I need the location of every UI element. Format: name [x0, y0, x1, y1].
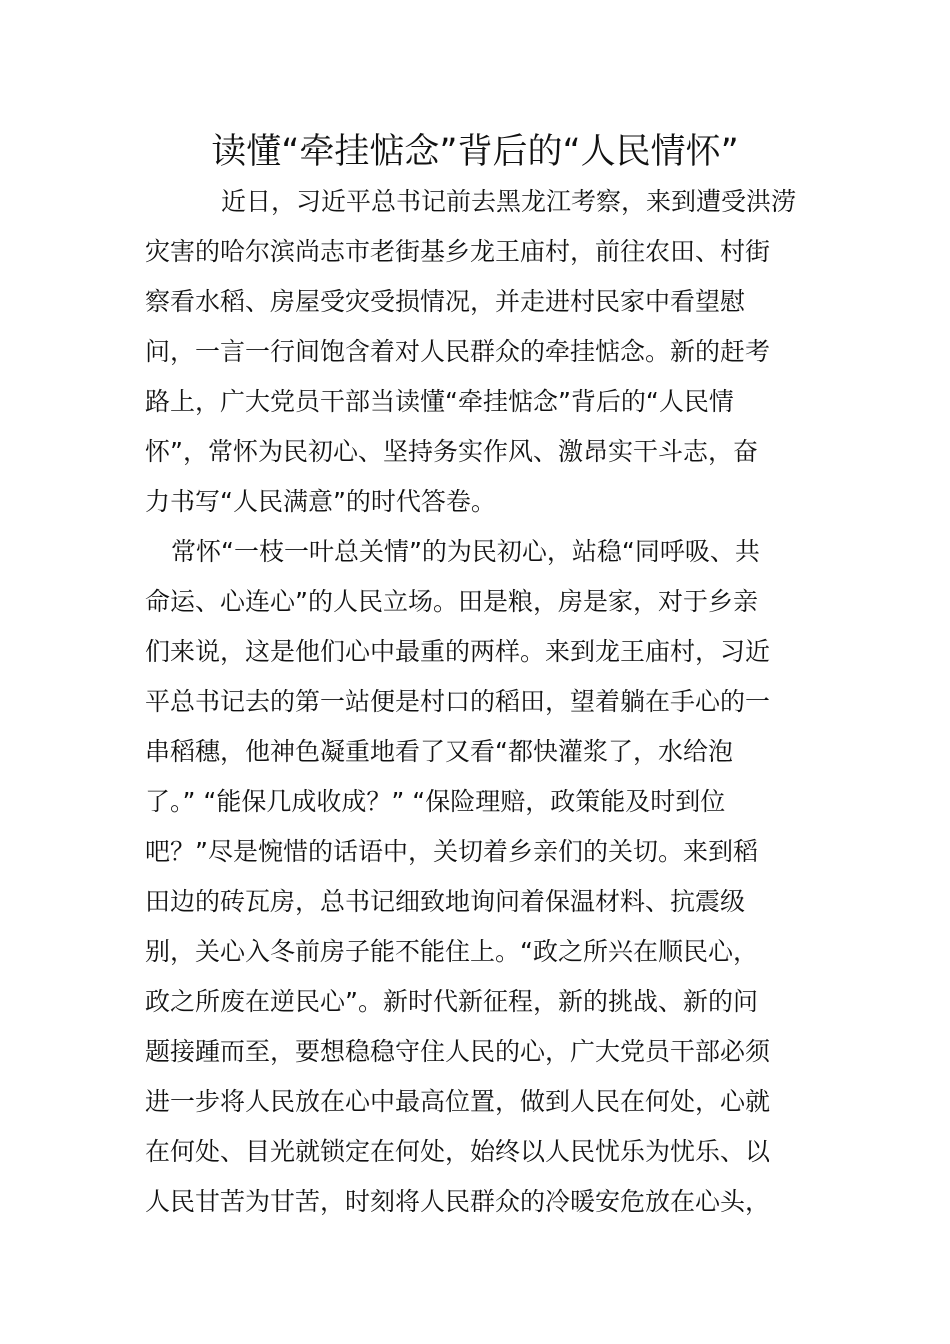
paragraph-1-line-7: 力书写“人民满意”的时代答卷。: [145, 487, 496, 516]
paragraph-2-line-7: 吧？”尽是惋惜的话语中，关切着乡亲们的关切。来到稻: [145, 837, 758, 866]
paragraph-2-line-10: 政之所废在逆民心”。新时代新征程，新的挑战、新的问: [145, 987, 758, 1016]
paragraph-1-line-5: 路上，广大党员干部当读懂“牵挂惦念”背后的“人民情: [145, 387, 734, 416]
paragraph-2-line-6: 了。” “能保几成收成？” “保险理赔，政策能及时到位: [145, 787, 726, 816]
paragraph-2-line-11: 题接踵而至，要想稳稳守住人民的心，广大党员干部必须: [145, 1037, 771, 1066]
paragraph-1-line-4: 问，一言一行间饱含着对人民群众的牵挂惦念。新的赶考: [145, 337, 771, 366]
paragraph-1-line-6: 怀”，常怀为民初心、坚持务实作风、激昂实干斗志，奋: [145, 437, 758, 466]
paragraph-2-line-8: 田边的砖瓦房，总书记细致地询问着保温材料、抗震级: [145, 887, 746, 916]
paragraph-2-line-2: 命运、心连心”的人民立场。田是粮，房是家，对于乡亲: [145, 587, 758, 616]
paragraph-2-line-4: 平总书记去的第一站便是村口的稻田，望着躺在手心的一: [145, 687, 771, 716]
paragraph-1-line-1: 近日，习近平总书记前去黑龙江考察，来到遭受洪涝: [221, 187, 797, 216]
paragraph-1-line-2: 灾害的哈尔滨尚志市老街基乡龙王庙村，前往农田、村街: [145, 237, 771, 266]
paragraph-2-line-12: 进一步将人民放在心中最高位置，做到人民在何处，心就: [145, 1087, 771, 1116]
paragraph-2-line-14: 人民甘苦为甘苦，时刻将人民群众的冷暖安危放在心头，: [145, 1187, 771, 1216]
paragraph-2-line-9: 别，关心入冬前房子能不能住上。“政之所兴在顺民心，: [145, 937, 758, 966]
paragraph-2-line-5: 串稻穗，他神色凝重地看了又看“都快灌浆了，水给泡: [145, 737, 733, 766]
paragraph-2-line-1: 常怀“一枝一叶总关情”的为民初心，站稳“同呼吸、共: [171, 537, 760, 566]
paragraph-2-line-3: 们来说，这是他们心中最重的两样。来到龙王庙村，习近: [145, 637, 771, 666]
article-body: [145, 177, 810, 1227]
paragraph-1-line-3: 察看水稻、房屋受灾受损情况，并走进村民家中看望慰: [145, 287, 746, 316]
article-title: 读懂“牵挂惦念”背后的“人民情怀”: [211, 132, 739, 172]
paragraph-2-line-13: 在何处、目光就锁定在何处，始终以人民忧乐为忧乐、以: [145, 1137, 771, 1166]
